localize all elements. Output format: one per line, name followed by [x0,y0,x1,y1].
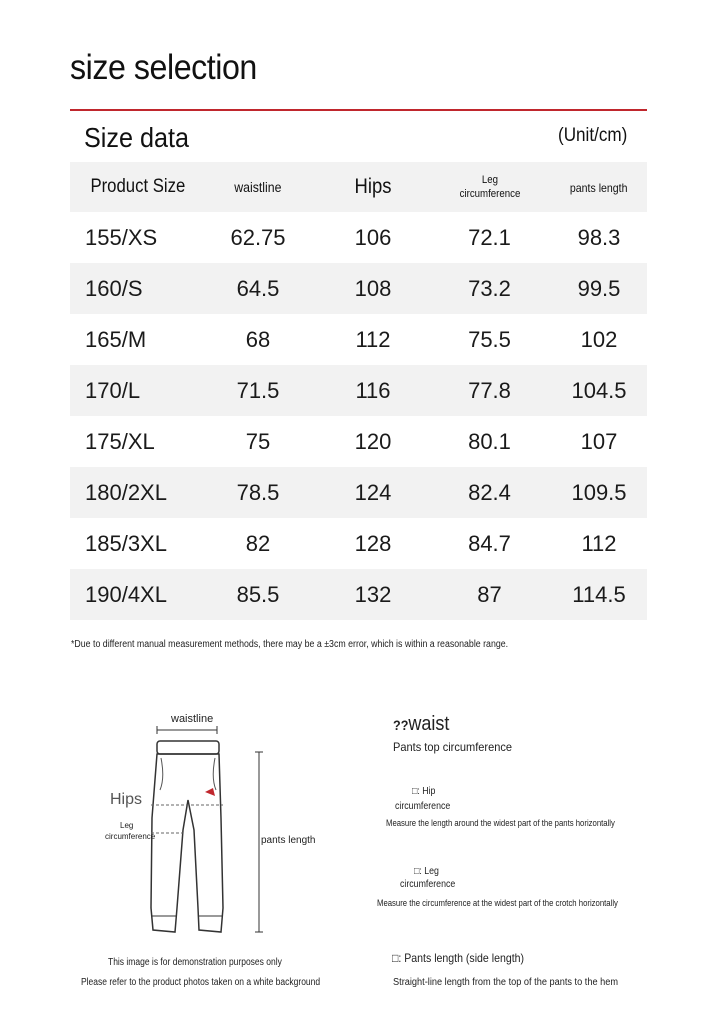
table-cell: 114.5 [551,569,647,620]
page-title: size selection [70,48,257,87]
table-cell: 98.3 [577,224,621,250]
table-cell: 87 [428,569,551,620]
table-row [70,569,647,620]
table-cell: 112 [355,326,391,352]
demo-note-line1: This image is for demonstration purposes only [108,957,282,968]
table-row [70,263,647,314]
col-header-product-size: Product Size [70,162,198,212]
table-cell: 185/3XL [85,530,167,556]
table-cell: 180/2XL [70,467,198,518]
col-header-waistline: waistline [198,162,318,212]
table-cell: 108 [318,263,428,314]
table-cell: 85.5 [198,569,318,620]
table-cell: 64.5 [198,263,318,314]
table-header-row [70,162,647,212]
table-row [70,467,647,518]
table-cell: 71.5 [198,365,318,416]
measurement-note: *Due to different manual measurement methods, there may be a ±3cm error, which is within a reasonable range. [71,639,509,650]
table-cell: 68 [245,326,271,352]
table-cell: 170/L [70,365,198,416]
col-header-pants-length: pants length [551,162,647,212]
size-table [70,162,647,620]
table-cell: 73.2 [428,263,551,314]
table-cell: 77.8 [428,365,551,416]
diagram-hips-label: Hips [110,791,143,808]
legend-length-heading: □: Pants length (side length) [392,951,525,965]
table-cell: 75.5 [468,326,511,352]
table-cell: 120 [354,428,392,454]
legend-waist-desc: Pants top circumference [393,740,513,754]
table-row [70,518,647,569]
table-cell: 112 [581,530,617,556]
table-cell: 160/S [70,263,198,314]
unit-label: (Unit/cm) [558,125,628,146]
table-cell: 104.5 [551,365,647,416]
table-cell: 80.1 [468,428,511,454]
table-cell: 106 [354,224,392,250]
table-cell: 116 [318,365,428,416]
section-title: Size data [84,122,190,153]
legend-length-desc: Straight-line length from the top of the pants to the hem [393,977,619,988]
table-cell: 190/4XL [70,569,198,620]
legend-hip-desc: Measure the length around the widest part of the pants horizontally [386,818,615,828]
table-cell: 128 [354,530,392,556]
legend-waist-heading: ??waist [393,713,450,735]
col-header-hips: Hips [318,162,428,212]
table-cell: 75 [245,428,271,454]
col-header-leg-circumference: Leg circumference [428,162,551,212]
table-cell: 132 [318,569,428,620]
legend-hip-heading: □: Hip [412,786,436,797]
table-cell: 99.5 [551,263,647,314]
table-cell: 175/XL [85,428,155,454]
table-cell: 155/XS [85,224,158,250]
table-cell: 124 [318,467,428,518]
table-cell: 84.7 [468,530,511,556]
table-cell: 82 [245,530,271,556]
table-row [70,314,647,365]
diagram-waistline-label: waistline [171,713,214,725]
diagram-circumference-label: circumference [105,832,156,841]
legend-leg-sub: circumference [400,879,456,890]
table-row [70,416,647,467]
diagram-leg-label: Leg [120,821,134,830]
table-cell: 72.1 [468,224,511,250]
table-cell: 107 [580,428,618,454]
legend-hip-sub: circumference [395,801,451,812]
table-cell: 109.5 [551,467,647,518]
table-cell: 62.75 [230,224,286,250]
table-cell: 102 [580,326,618,352]
table-row [70,365,647,416]
demo-note-line2: Please refer to the product photos taken on a white background [81,977,321,988]
legend-leg-heading: □: Leg [414,866,439,877]
table-cell: 78.5 [198,467,318,518]
diagram-pants-length-label: pants length [261,835,316,846]
table-cell: 165/M [85,326,147,352]
legend-leg-desc: Measure the circumference at the widest part of the crotch horizontally [377,898,618,908]
red-divider [70,109,647,111]
table-row [70,212,647,263]
table-cell: 82.4 [428,467,551,518]
